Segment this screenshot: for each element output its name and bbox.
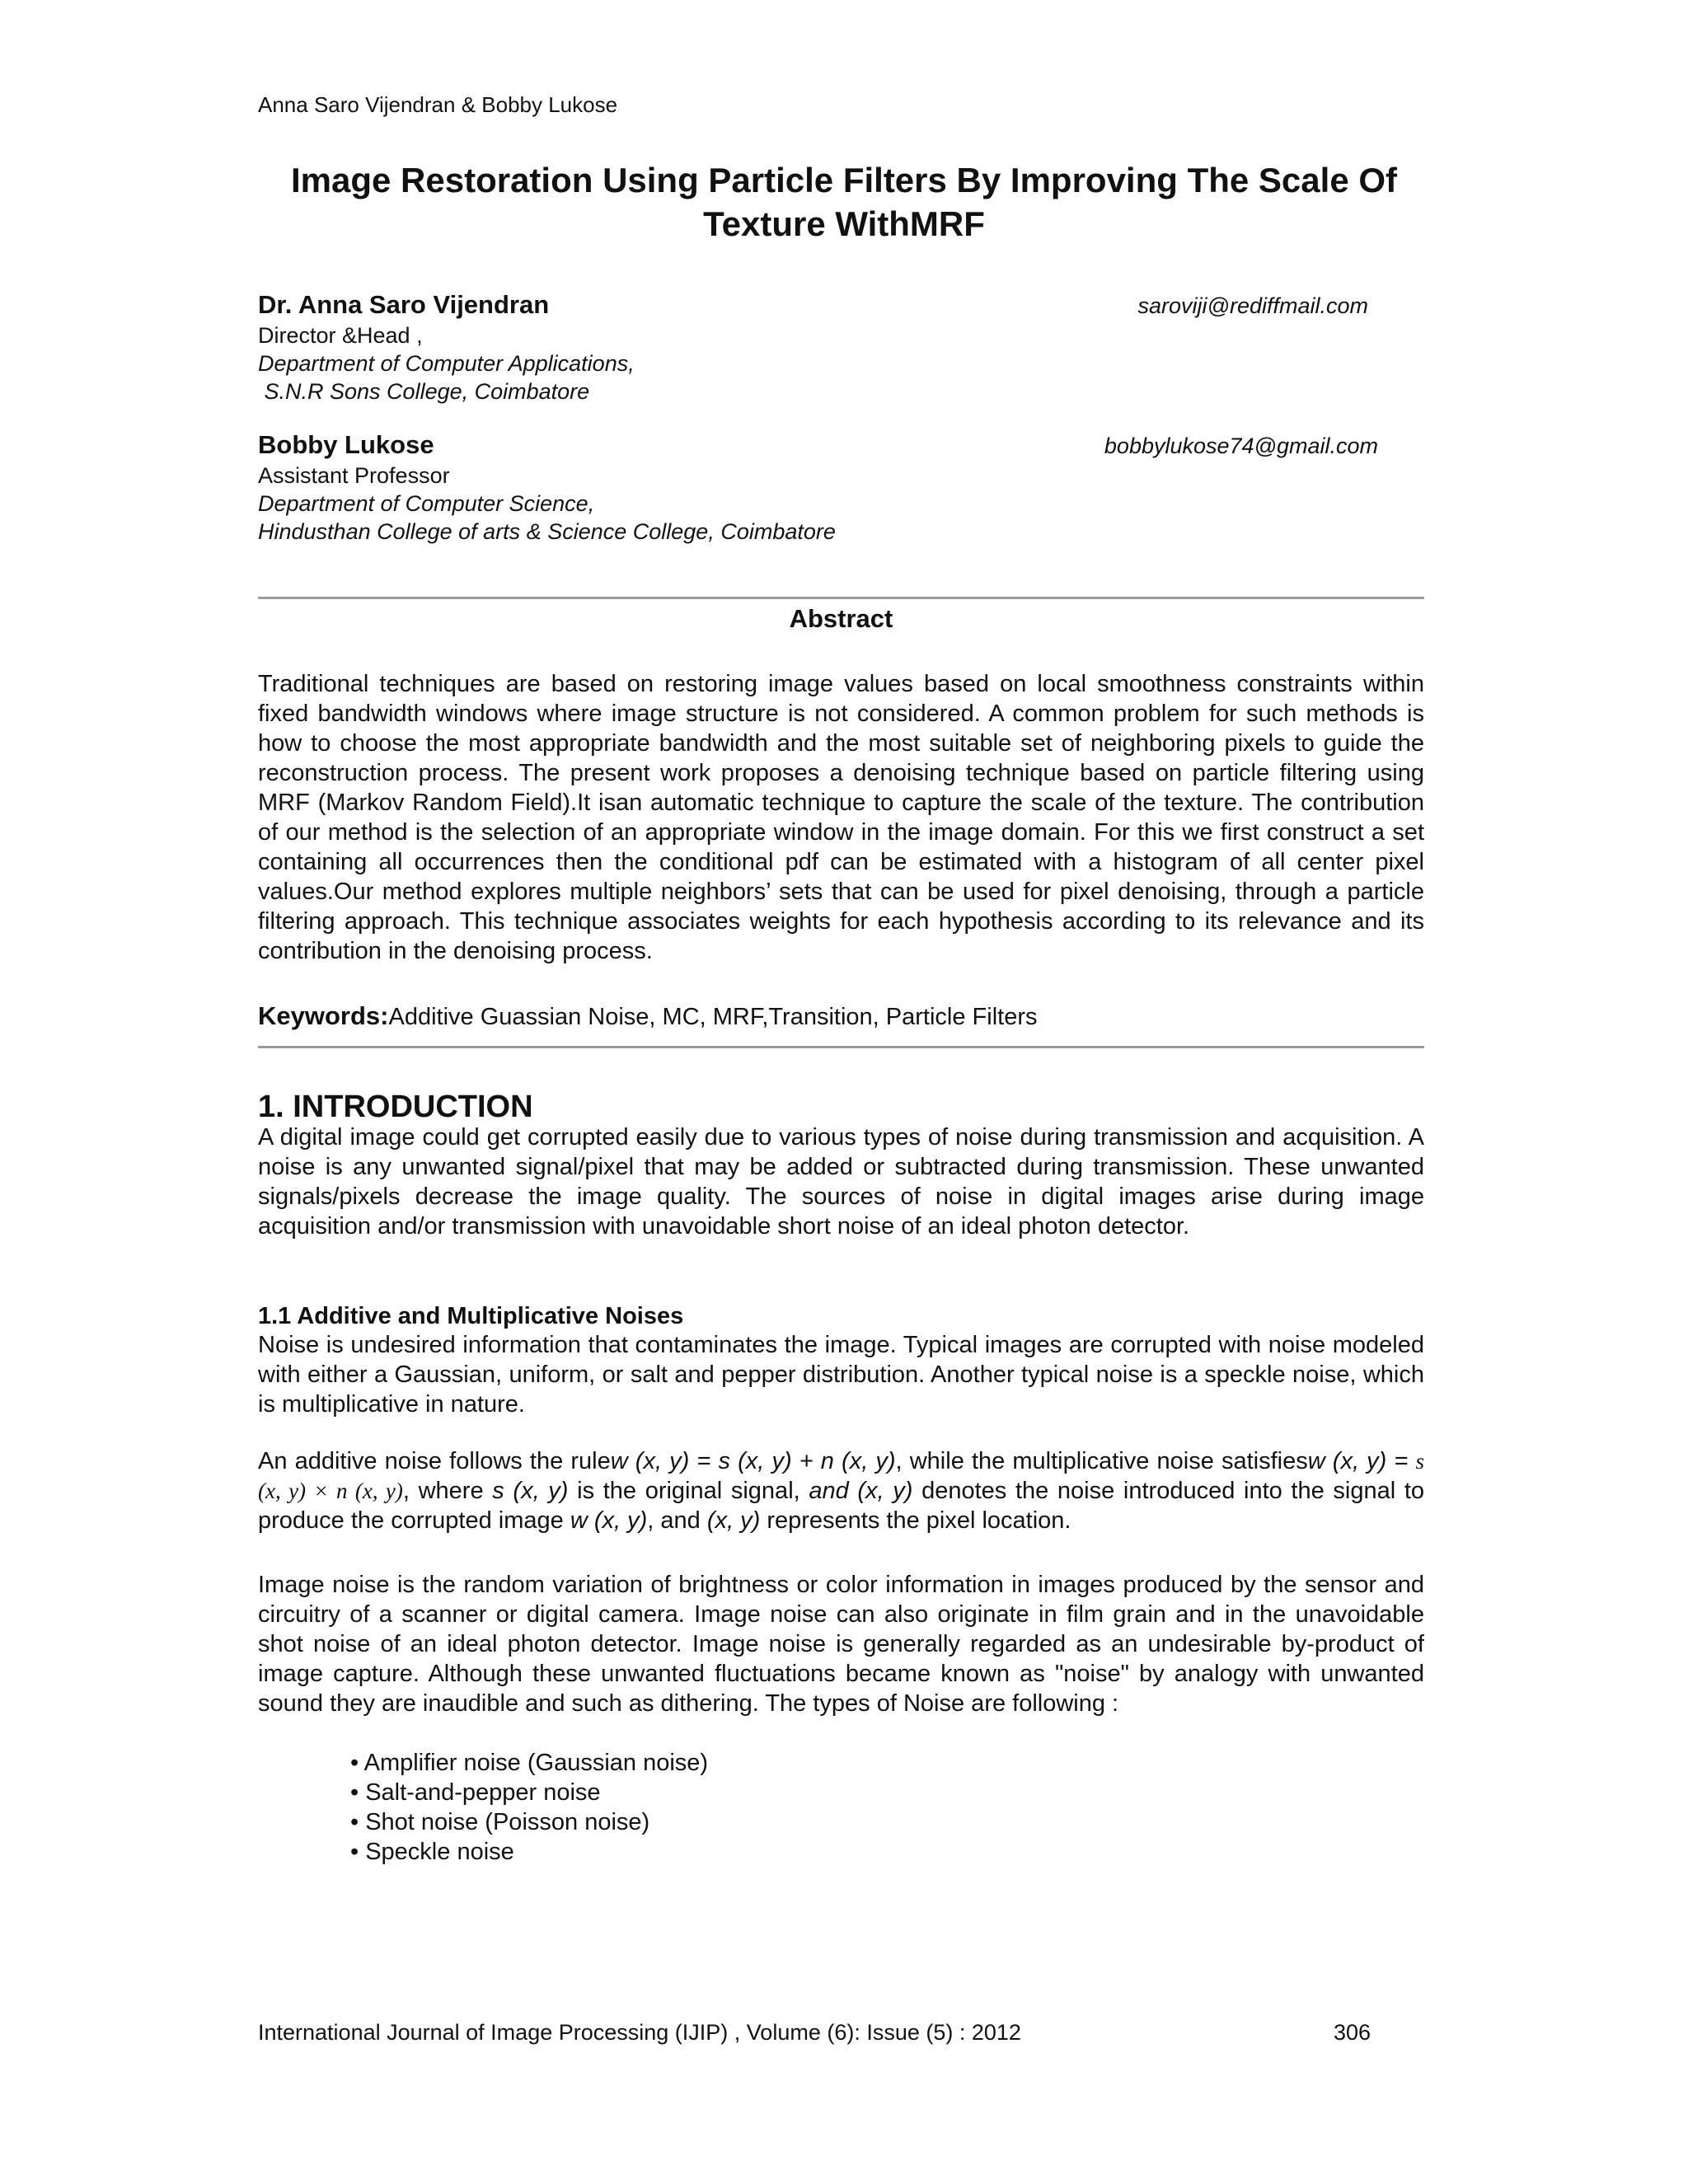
title-line-2: Texture WithMRF (703, 204, 985, 243)
noise-types-list (350, 1748, 708, 1867)
original-signal-symbol: s (x, y) (492, 1478, 569, 1504)
section-heading-introduction: 1. INTRODUCTION (258, 1090, 533, 1124)
author-2-name: Bobby Lukose (258, 430, 434, 459)
p2-text-1: An additive noise follows the rule (258, 1448, 611, 1474)
abstract-heading: Abstract (789, 604, 893, 633)
author-2-affiliation (258, 462, 836, 546)
list-item: • Salt-and-pepper noise (350, 1779, 601, 1806)
author-2-email[interactable]: bobbylukose74@gmail.com (1104, 434, 1378, 458)
noise-symbol: and (x, y) (809, 1478, 913, 1504)
subsection-1-1-paragraph-1: Noise is undesired information that contaminates the image. Typical images are corrupted with noise modeled with either a Gaussian, uniform, or salt and pepper distribution. Another typical noise is a speckle noise, which is multiplicative in nature. (258, 1332, 1424, 1418)
author-1-affiliation (258, 321, 635, 405)
footer-journal: International Journal of Image Processing (IJIP) , Volume (6): Issue (5) : 2012 (258, 2020, 1021, 2045)
author-2-institution: Hindusthan College of arts & Science College, Coimbatore (258, 519, 836, 544)
list-item: • Shot noise (Poisson noise) (350, 1809, 650, 1835)
p2-text-4: is the original signal, (568, 1478, 809, 1504)
p2-text-6: , and (647, 1507, 707, 1534)
multiplicative-formula-lhs: w (x, y) = (1307, 1448, 1416, 1474)
additive-noise-formula: w (x, y) = s (x, y) + n (x, y) (610, 1448, 896, 1474)
author-2-department: Department of Computer Science, (258, 491, 595, 516)
p2-text-3: , where (402, 1478, 493, 1504)
running-head: Anna Saro Vijendran & Bobby Lukose (258, 92, 618, 117)
author-1-department: Department of Computer Applications, (258, 351, 635, 376)
subsection-heading-1-1: 1.1 Additive and Multiplicative Noises (258, 1303, 684, 1329)
list-item: • Amplifier noise (Gaussian noise) (350, 1750, 709, 1776)
page-number: 306 (1334, 2020, 1372, 2045)
author-1-name: Dr. Anna Saro Vijendran (258, 290, 550, 319)
title-line-1: Image Restoration Using Particle Filters By Improving The Scale Of (290, 161, 1397, 199)
author-1-email[interactable]: saroviji@rediffmail.com (1137, 293, 1368, 318)
corrupted-image-symbol: w (x, y) (570, 1507, 648, 1534)
keywords-label: Keywords: (258, 1001, 389, 1030)
subsection-1-1-paragraph-2 (258, 1446, 1424, 1535)
introduction-text: A digital image could get corrupted easily due to various types of noise during transmission and acquisition. A noise is any unwanted signal/pixel that may be added or subtracted during transmission. These unwanted signals/pixels decrease the image quality. The sources of noise in digital images arise during image acquisition and/or transmission with unavoidable short noise of an ideal photon detector. (258, 1124, 1424, 1240)
p2-text-7: represents the pixel location. (760, 1507, 1071, 1534)
list-item: • Speckle noise (350, 1839, 514, 1865)
keywords-bottom-rule (258, 1046, 1424, 1048)
paper-title (214, 158, 1474, 246)
multiplicative-formula-rhs: s (x, y) × n (x, y) (258, 1449, 1425, 1503)
author-1-position: Director &Head , (258, 323, 423, 348)
author-1-institution: S.N.R Sons College, Coimbatore (258, 379, 590, 404)
keywords (258, 1001, 1037, 1031)
pixel-location-symbol: (x, y) (706, 1507, 761, 1534)
p2-text-2: , while the multiplicative noise satisfies (895, 1448, 1308, 1474)
keywords-text: Additive Guassian Noise, MC, MRF,Transition, Particle Filters (388, 1004, 1038, 1030)
author-2-position: Assistant Professor (258, 463, 450, 488)
p2-text-5: denotes the noise introduced into the signal to produce the corrupted image (258, 1478, 1425, 1534)
abstract-text: Traditional techniques are based on restoring image values based on local smoothness constraints within fixed bandwidth windows where image structure is not considered. A common problem for such methods is how to choose the most appropriate bandwidth and the most suitable set of neighboring pixels to guide the reconstruction process. The present work proposes a denoising technique based on particle filtering using MRF (Markov Random Field).It isan automatic technique to capture the scale of the texture. The contribution of our method is the selection of an appropriate window in the image domain. For this we first construct a set containing all occurrences then the conditional pdf can be estimated with a histogram of all center pixel values.Our method explores multiple neighbors’ sets that can be used for pixel denoising, through a particle filtering approach. This technique associates weights for each hypothesis according to its relevance and its contribution in the denoising process. (258, 671, 1424, 964)
abstract-top-rule (258, 597, 1424, 599)
subsection-1-1-paragraph-3: Image noise is the random variation of brightness or color information in images produced by the sensor and circuitry of a scanner or digital camera. Image noise can also originate in film grain and in the unavoidable shot noise of an ideal photon detector. Image noise is generally regarded as an undesirable by-product of image capture. Although these unwanted fluctuations became known as "noise" by analogy with unwanted sound they are inaudible and such as dithering. The types of Noise are following : (258, 1572, 1424, 1717)
